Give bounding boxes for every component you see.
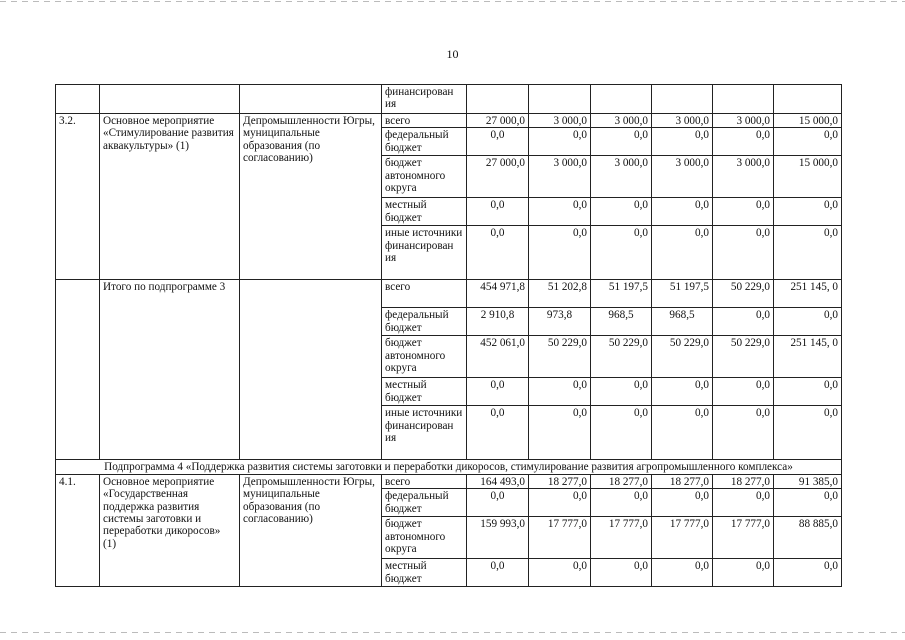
executor-cell: Депромышленности Югры, муниципальные образования (по согласованию) [240,474,382,586]
value-cell: 251 145, 0 [774,336,842,378]
value-cell: 0,0 [713,378,774,406]
value-cell [529,85,591,114]
measure-name-cell [100,85,240,114]
funding-source-cell: федеральный бюджет [382,128,467,156]
value-cell: 17 777,0 [529,517,591,559]
value-cell [652,85,713,114]
funding-source-cell: всего [382,474,467,488]
value-cell: 0,0 [467,406,529,460]
value-cell: 0,0 [652,406,713,460]
value-cell: 50 229,0 [713,336,774,378]
scan-edge-bottom [0,632,905,633]
value-cell: 0,0 [652,128,713,156]
value-cell: 0,0 [591,489,652,517]
value-cell: 3 000,0 [713,114,774,128]
funding-source-cell: федеральный бюджет [382,308,467,336]
value-cell: 0,0 [713,128,774,156]
value-cell: 2 910,8 [467,308,529,336]
table-row [56,85,842,114]
row-number-cell [56,280,100,460]
table-row [56,114,842,128]
value-cell: 0,0 [774,378,842,406]
funding-source-cell: всего [382,280,467,308]
value-cell: 27 000,0 [467,114,529,128]
value-cell: 164 493,0 [467,474,529,488]
page-number: 10 [446,47,459,61]
row-number-cell [56,85,100,114]
value-cell: 51 202,8 [529,280,591,308]
executor-cell [240,85,382,114]
funding-source-cell: иные источники финансирован ия [382,406,467,460]
funding-source-cell: бюджет автономного округа [382,517,467,559]
value-cell: 0,0 [591,378,652,406]
value-cell: 51 197,5 [652,280,713,308]
value-cell: 0,0 [713,559,774,587]
value-cell: 17 777,0 [652,517,713,559]
value-cell: 251 145, 0 [774,280,842,308]
value-cell: 0,0 [652,226,713,280]
funding-source-cell: федеральный бюджет [382,489,467,517]
value-cell: 91 385,0 [774,474,842,488]
value-cell: 0,0 [774,489,842,517]
value-cell: 0,0 [652,559,713,587]
funding-source-cell: всего [382,114,467,128]
value-cell: 50 229,0 [529,336,591,378]
value-cell: 0,0 [774,198,842,226]
executor-cell: Депромышленности Югры, муниципальные образования (по согласованию) [240,114,382,280]
value-cell: 51 197,5 [591,280,652,308]
value-cell: 18 277,0 [529,474,591,488]
value-cell: 3 000,0 [652,114,713,128]
funding-source-cell: бюджет автономного округа [382,336,467,378]
value-cell: 50 229,0 [713,280,774,308]
value-cell: 0,0 [774,308,842,336]
executor-cell [240,280,382,460]
value-cell: 0,0 [774,128,842,156]
value-cell: 3 000,0 [652,156,713,198]
measure-name-cell: Основное мероприятие «Стимулирование развития аквакультуры» (1) [100,114,240,280]
funding-source-cell: местный бюджет [382,198,467,226]
value-cell: 3 000,0 [591,114,652,128]
value-cell: 0,0 [774,226,842,280]
value-cell: 0,0 [652,489,713,517]
value-cell: 0,0 [529,128,591,156]
budget-table [55,84,842,587]
value-cell: 50 229,0 [652,336,713,378]
funding-source-cell: местный бюджет [382,378,467,406]
value-cell: 0,0 [529,198,591,226]
value-cell: 0,0 [467,198,529,226]
scan-edge-top [0,1,905,2]
subprogram-heading: Подпрограмма 4 «Поддержка развития системы заготовки и переработки дикоросов, стимулирование развития агропромышленного комплекса» [56,460,842,474]
value-cell: 0,0 [467,378,529,406]
value-cell: 0,0 [591,198,652,226]
value-cell: 0,0 [713,198,774,226]
value-cell: 3 000,0 [529,156,591,198]
value-cell [591,85,652,114]
value-cell [774,85,842,114]
value-cell: 88 885,0 [774,517,842,559]
value-cell: 27 000,0 [467,156,529,198]
subprogram-heading-row [56,460,842,474]
measure-name-cell: Основное мероприятие «Государственная поддержка развития системы заготовки и переработки дикоросов» (1) [100,474,240,586]
value-cell: 159 993,0 [467,517,529,559]
value-cell: 0,0 [467,226,529,280]
value-cell: 0,0 [774,406,842,460]
value-cell: 0,0 [774,559,842,587]
funding-source-cell: иные источники финансирован ия [382,226,467,280]
value-cell: 968,5 [652,308,713,336]
table-row [56,474,842,488]
table-row [56,280,842,308]
value-cell: 0,0 [529,406,591,460]
value-cell: 0,0 [467,489,529,517]
value-cell: 0,0 [652,198,713,226]
value-cell: 0,0 [713,489,774,517]
value-cell: 0,0 [591,406,652,460]
value-cell: 17 777,0 [713,517,774,559]
value-cell: 0,0 [467,128,529,156]
value-cell: 0,0 [591,226,652,280]
value-cell: 0,0 [591,559,652,587]
value-cell: 18 277,0 [713,474,774,488]
funding-source-cell: местный бюджет [382,559,467,587]
measure-name-cell: Итого по подпрограмме 3 [100,280,240,460]
row-number-cell: 3.2. [56,114,100,280]
value-cell: 3 000,0 [529,114,591,128]
value-cell: 0,0 [713,406,774,460]
value-cell: 0,0 [529,378,591,406]
value-cell: 0,0 [529,226,591,280]
value-cell: 3 000,0 [713,156,774,198]
value-cell: 454 971,8 [467,280,529,308]
value-cell: 973,8 [529,308,591,336]
value-cell: 18 277,0 [652,474,713,488]
value-cell: 0,0 [467,559,529,587]
value-cell [713,85,774,114]
value-cell: 0,0 [652,378,713,406]
funding-source-cell: бюджет автономного округа [382,156,467,198]
row-number-cell: 4.1. [56,474,100,586]
value-cell: 3 000,0 [591,156,652,198]
value-cell: 17 777,0 [591,517,652,559]
value-cell: 15 000,0 [774,156,842,198]
funding-source-cell: финансирован ия [382,85,467,114]
value-cell: 0,0 [529,489,591,517]
value-cell: 0,0 [529,559,591,587]
value-cell: 452 061,0 [467,336,529,378]
value-cell: 968,5 [591,308,652,336]
value-cell: 15 000,0 [774,114,842,128]
value-cell: 18 277,0 [591,474,652,488]
value-cell: 0,0 [713,308,774,336]
value-cell: 0,0 [591,128,652,156]
value-cell: 0,0 [713,226,774,280]
value-cell [467,85,529,114]
value-cell: 50 229,0 [591,336,652,378]
